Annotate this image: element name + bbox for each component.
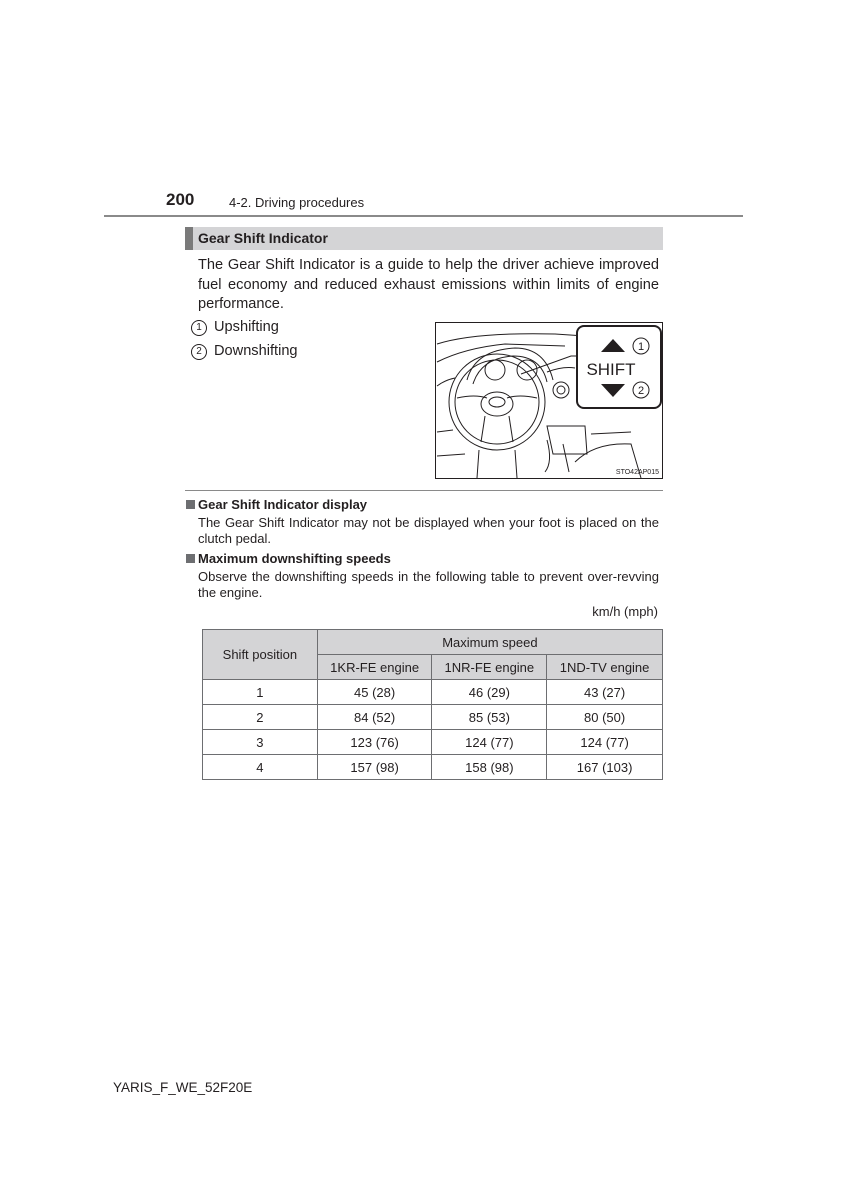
- shift-display-text: SHIFT: [586, 360, 636, 379]
- table-cell: 2: [203, 705, 318, 730]
- table-cell: 123 (76): [317, 730, 432, 755]
- header-shift-position: Shift position: [203, 630, 318, 680]
- subheading-display: [186, 497, 367, 512]
- section-heading-bar: [185, 227, 663, 250]
- square-bullet-icon: [186, 500, 195, 509]
- header-engine: 1NR-FE engine: [432, 655, 547, 680]
- section-heading: Gear Shift Indicator: [198, 230, 328, 246]
- subsection-rule: [185, 490, 663, 491]
- subheading-text: Maximum downshifting speeds: [198, 551, 391, 566]
- downshift-paragraph: Observe the downshifting speeds in the following table to prevent over-revving the engine.: [198, 569, 659, 600]
- callout-upshifting: [191, 319, 279, 336]
- callout-downshifting: [191, 343, 298, 360]
- intro-paragraph: The Gear Shift Indicator is a guide to help the driver achieve improved fuel economy and reduced exhaust emissions within limits of engine performance.: [198, 257, 659, 312]
- figure-code: STO42AP015: [615, 469, 659, 476]
- display-paragraph: The Gear Shift Indicator may not be displayed when your foot is placed on the clutch pedal.: [198, 515, 659, 546]
- figure-down-number: 2: [637, 385, 645, 397]
- table-row: [203, 705, 663, 730]
- table-row: [203, 755, 663, 780]
- table-cell: 85 (53): [432, 705, 547, 730]
- table-cell: 3: [203, 730, 318, 755]
- table-cell: 124 (77): [547, 730, 663, 755]
- header-rule: [104, 215, 743, 217]
- downshift-speed-table: [202, 629, 663, 780]
- table-cell: 157 (98): [317, 755, 432, 780]
- callout-number: 2: [191, 344, 207, 360]
- table-cell: 1: [203, 680, 318, 705]
- callout-number: 1: [191, 320, 207, 336]
- header-engine: 1ND-TV engine: [547, 655, 663, 680]
- header-engine: 1KR-FE engine: [317, 655, 432, 680]
- callout-label: Downshifting: [214, 343, 298, 359]
- table-cell: 158 (98): [432, 755, 547, 780]
- table-cell: 84 (52): [317, 705, 432, 730]
- square-bullet-icon: [186, 554, 195, 563]
- table-cell: 80 (50): [547, 705, 663, 730]
- header-maximum-speed: Maximum speed: [317, 630, 662, 655]
- running-section-title: 4-2. Driving procedures: [229, 195, 365, 210]
- subheading-text: Gear Shift Indicator display: [198, 497, 368, 512]
- speed-unit: km/h (mph): [592, 604, 658, 619]
- page-number: 200: [166, 190, 195, 209]
- callout-label: Upshifting: [214, 319, 279, 335]
- figure-up-number: 1: [637, 341, 645, 353]
- table-row: [203, 680, 663, 705]
- table-cell: 167 (103): [547, 755, 663, 780]
- table-cell: 45 (28): [317, 680, 432, 705]
- table-cell: 4: [203, 755, 318, 780]
- table-cell: 46 (29): [432, 680, 547, 705]
- dashboard-illustration: [435, 322, 663, 479]
- subheading-downshift: [186, 551, 391, 566]
- table-row: [203, 730, 663, 755]
- table-cell: 124 (77): [432, 730, 547, 755]
- footer-code: YARIS_F_WE_52F20E: [113, 1080, 253, 1095]
- table-cell: 43 (27): [547, 680, 663, 705]
